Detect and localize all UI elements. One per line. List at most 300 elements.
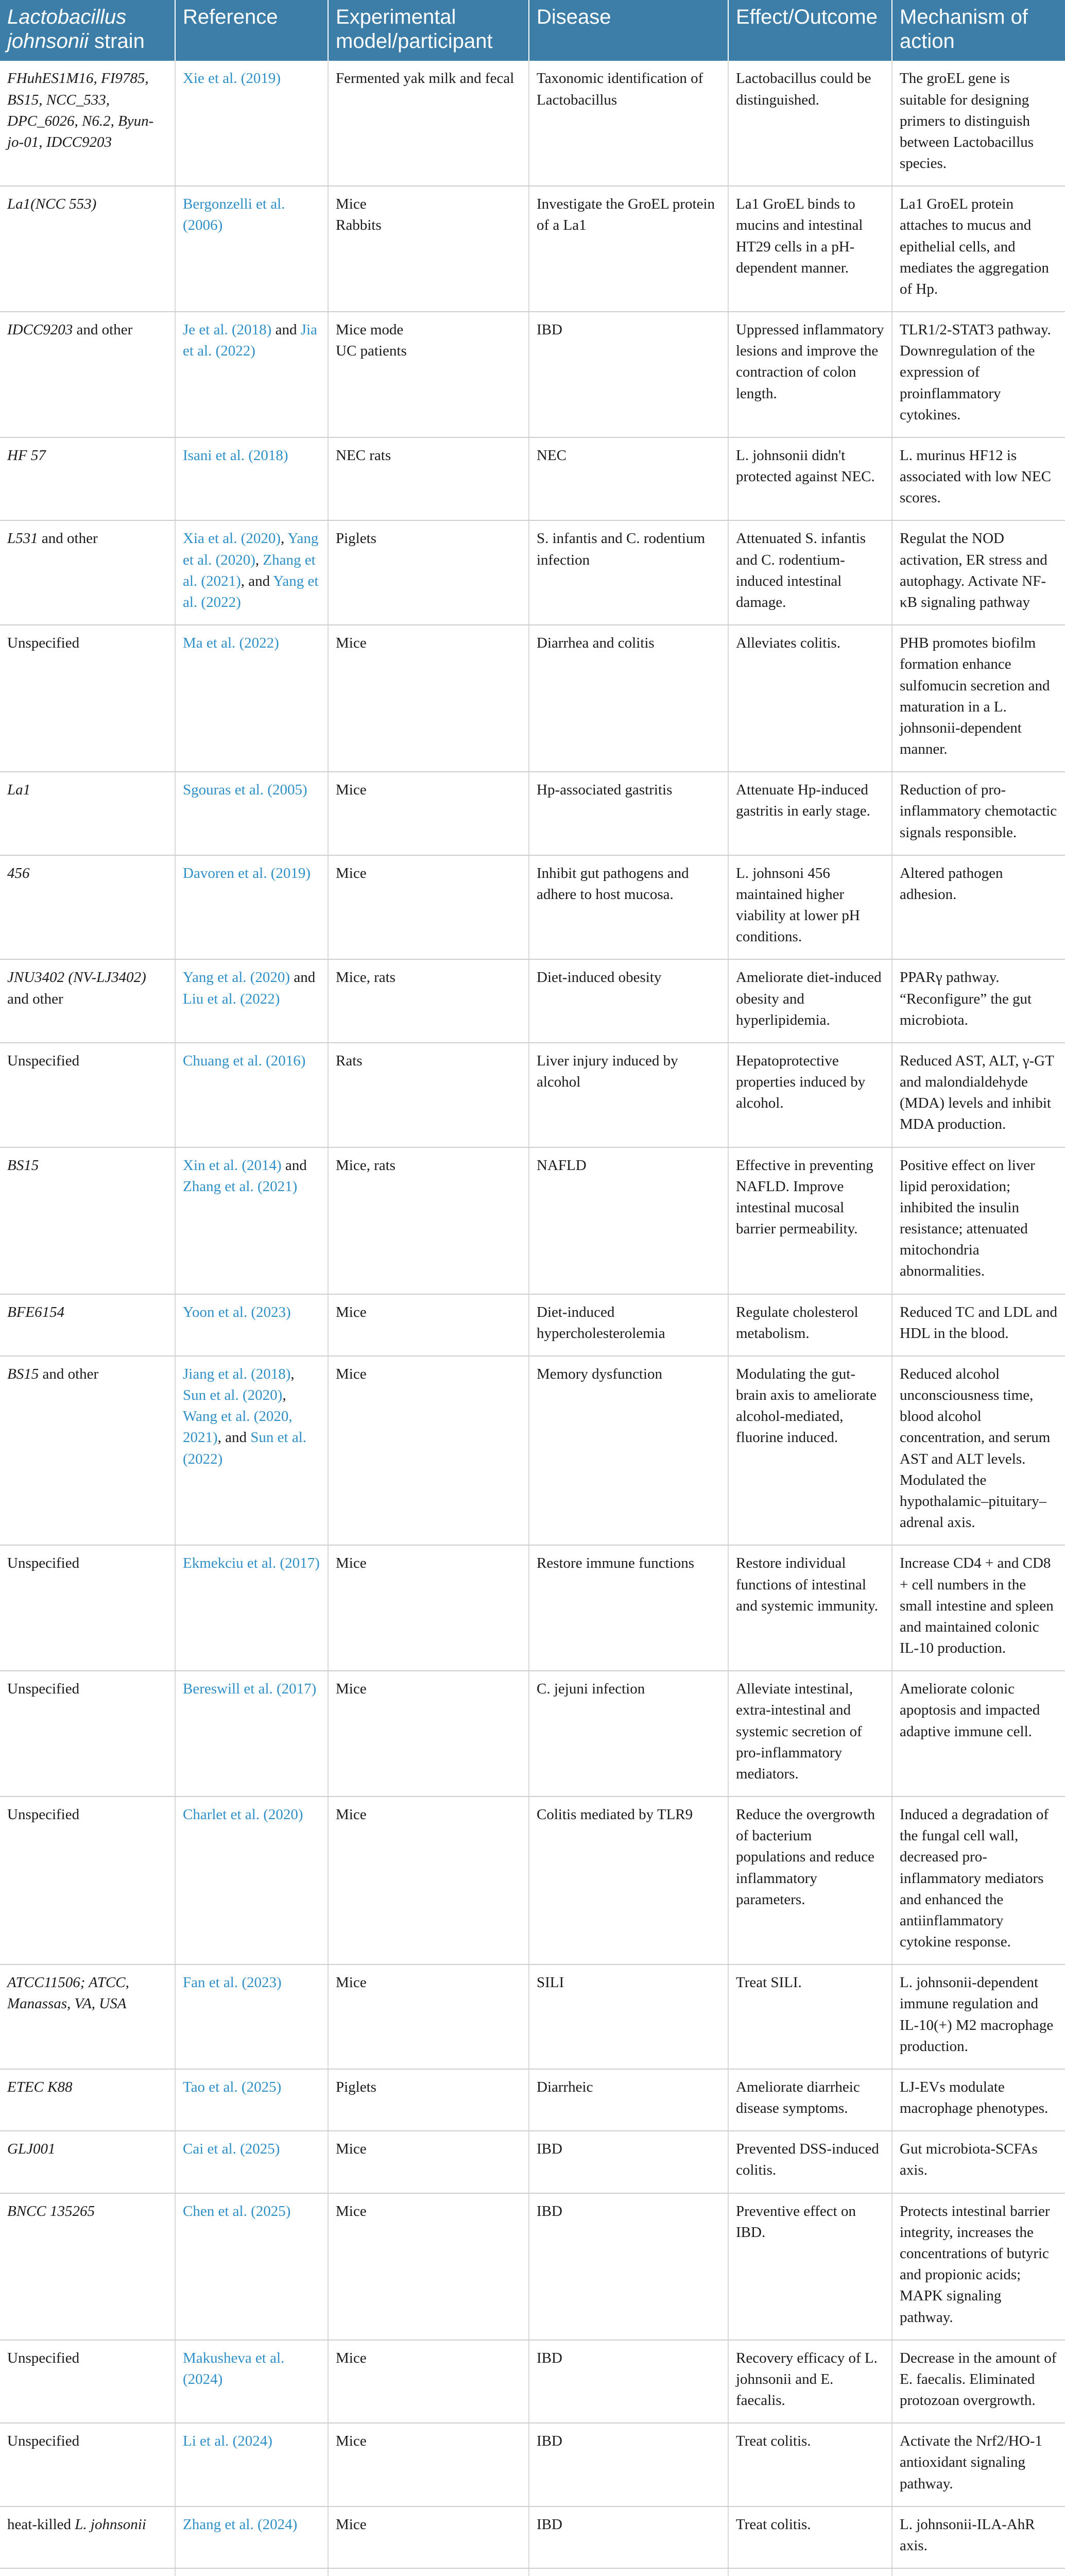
effect-cell-text: Alleviates colitis. [736,635,840,652]
model-cell-text: Mice, rats [336,969,396,986]
strain-cell-segment: La1 [7,782,31,799]
effect-cell [728,1147,892,1294]
reference-cell-segment[interactable]: Sgouras et al. (2005) [183,782,307,799]
header-strain-italic: Lactobacillus johnsonii [7,6,127,53]
model-cell-text: Mice [336,782,367,799]
strain-cell [0,2568,175,2576]
strain-cell [0,1964,175,2069]
strain-cell-segment: Unspecified [7,1555,80,1572]
disease-cell-text: IBD [537,2349,562,2366]
strain-cell-segment: BFE6154 [7,1303,65,1320]
model-cell [328,1545,529,1671]
reference-cell-segment[interactable]: Ekmekciu et al. (2017) [183,1555,320,1572]
mechanism-cell [892,520,1065,625]
reference-cell [175,855,328,960]
disease-cell [529,2506,728,2568]
reference-cell-segment[interactable]: Zhang et al. (2021) [183,551,316,589]
model-cell [328,1671,529,1797]
mechanism-cell-text: Reduced AST, ALT, γ-GT and malondialdehyde (MDA) levels and inhibit MDA production. [900,1052,1054,1133]
mechanism-cell [892,1294,1065,1356]
reference-cell-segment[interactable]: Makusheva et al. (2024) [183,2349,285,2387]
model-cell-text: Mice [336,2516,367,2533]
reference-cell [175,1147,328,1294]
reference-cell-segment[interactable]: Yang et al. (2020) [183,530,319,568]
disease-cell [529,2340,728,2424]
strain-cell [0,520,175,625]
disease-cell [529,437,728,521]
mechanism-cell-text: La1 GroEL protein attaches to mucus and epithelial cells, and mediates the aggregation of Hp. [900,196,1049,297]
reference-cell-segment[interactable]: Jiang et al. (2018) [183,1365,291,1382]
table-body [0,61,1065,2576]
model-cell-text: Piglets [336,2078,376,2095]
reference-cell-segment: , [255,551,263,568]
table-row [0,1545,1065,1671]
model-cell-text: UC patients [336,343,407,360]
disease-cell [529,2423,728,2506]
strain-cell-segment: BS15 [7,1365,39,1382]
disease-cell [529,520,728,625]
strain-cell-segment: ETEC K88 [7,2078,73,2095]
strain-cell-segment: JNU3402 (NV-LJ3402) [7,969,146,986]
model-cell [328,959,529,1043]
effect-cell [728,1797,892,1964]
table-row [0,625,1065,772]
disease-cell [529,61,728,186]
reference-cell-segment[interactable]: Xin et al. (2014) [183,1157,282,1174]
reference-cell [175,61,328,186]
model-cell-text: Mice [336,865,367,882]
disease-cell-text: IBD [537,2141,562,2158]
disease-cell-text: Diarrheic [537,2078,593,2095]
mechanism-cell [892,61,1065,186]
effect-cell-text: Reduce the overgrowth of bacterium populations and reduce inflammatory parameters. [736,1806,875,1908]
model-cell [328,1797,529,1964]
model-cell [328,1964,529,2069]
header-effect: Effect/Outcome [728,0,892,61]
reference-cell-segment[interactable]: Liu et al. (2022) [183,990,280,1007]
reference-cell [175,186,328,312]
reference-cell-segment[interactable]: Bergonzelli et al. (2006) [183,196,285,234]
mechanism-cell-text: Gut microbiota-SCFAs axis. [900,2141,1038,2179]
reference-cell [175,1545,328,1671]
strain-cell [0,959,175,1043]
model-cell-text: Mice [336,1303,367,1320]
model-cell [328,2131,529,2193]
mechanism-cell-text: The groEL gene is suitable for designing primers to distinguish between Lactobacillus species. [900,70,1034,172]
strain-cell [0,2131,175,2193]
disease-cell-text: Diarrhea and colitis [537,635,655,652]
reference-cell-segment[interactable]: Zhang et al. (2021) [183,1178,298,1195]
model-cell-text: Mice [336,2349,367,2366]
mechanism-cell-text: PPARγ pathway. “Reconfigure” the gut microbiota. [900,969,1032,1028]
model-cell [328,1147,529,1294]
table-header [0,0,1065,61]
model-cell [328,1043,529,1147]
reference-cell-segment[interactable]: Zhang et al. (2024) [183,2516,298,2533]
reference-cell-segment: , and [241,572,273,589]
mechanism-cell [892,1797,1065,1964]
model-cell [328,437,529,521]
mechanism-cell [892,437,1065,521]
table-row [0,1147,1065,1294]
model-cell [328,2568,529,2576]
reference-cell-segment[interactable]: Fan et al. (2023) [183,1974,282,1991]
model-cell-text: Piglets [336,530,376,547]
strain-cell [0,2340,175,2424]
strain-cell [0,437,175,521]
strain-cell [0,61,175,186]
effect-cell [728,625,892,772]
disease-cell [529,312,728,437]
disease-cell [529,625,728,772]
mechanism-cell [892,2193,1065,2340]
disease-cell [529,1545,728,1671]
model-cell-text: Mice [336,1806,367,1823]
mechanism-cell-text: L. johnsonii-ILA-AhR axis. [900,2516,1035,2554]
effect-cell [728,2506,892,2568]
model-cell-text: NEC rats [336,447,391,464]
effect-cell [728,437,892,521]
effect-cell-text: Restore individual functions of intestinal and systemic immunity. [736,1555,879,1614]
disease-cell-text: Colitis mediated by TLR9 [537,1806,693,1823]
disease-cell-text: Diet-induced obesity [537,969,662,986]
effect-cell-text: Regulate cholesterol metabolism. [736,1303,858,1342]
reference-cell [175,625,328,772]
model-cell-text: Mice mode [336,321,404,338]
strain-cell-segment: Unspecified [7,1681,80,1698]
mechanism-cell [892,1545,1065,1671]
model-cell-text: Mice [336,1365,367,1382]
strain-cell-segment: BS15 [7,1157,39,1174]
model-cell [328,772,529,855]
table-row [0,1797,1065,1964]
disease-cell [529,1671,728,1797]
header-strain [0,0,175,61]
table-row [0,1964,1065,2069]
reference-cell-segment[interactable]: Cai et al. (2025) [183,2141,280,2158]
mechanism-cell-text: TLR1/2-STAT3 pathway. Downregulation of the expression of proinflammatory cytokines. [900,321,1051,423]
disease-cell [529,2568,728,2576]
effect-cell [728,2340,892,2424]
reference-cell-segment[interactable]: Davoren et al. (2019) [183,865,311,882]
table-row [0,2423,1065,2506]
effect-cell [728,2193,892,2340]
mechanism-cell [892,855,1065,960]
reference-cell-segment[interactable]: Chen et al. (2025) [183,2202,291,2219]
table-row [0,2069,1065,2131]
header-strain-plain: strain [88,30,145,53]
table-row [0,61,1065,186]
mechanism-cell-text: LJ-EVs modulate macrophage phenotypes. [900,2078,1049,2117]
strain-cell-segment: Unspecified [7,2349,80,2366]
mechanism-cell [892,2069,1065,2131]
effect-cell [728,61,892,186]
reference-cell [175,1797,328,1964]
strain-cell [0,2069,175,2131]
mechanism-cell [892,1043,1065,1147]
model-cell-text: Mice [336,196,367,213]
table-row [0,772,1065,855]
header-row [0,0,1065,61]
strain-cell-segment: HF 57 [7,447,46,464]
strain-cell-segment: ATCC11506; ATCC, Manassas, VA, USA [7,1974,129,2012]
strain-cell [0,1356,175,1545]
model-cell [328,1356,529,1545]
disease-cell-text: NEC [537,447,566,464]
reference-cell [175,2340,328,2424]
reference-cell-segment[interactable]: Li et al. (2024) [183,2433,272,2450]
model-cell-text: Mice [336,635,367,652]
header-disease: Disease [529,0,728,61]
effect-cell-text: Attenuate Hp-induced gastritis in early stage. [736,782,870,820]
mechanism-cell [892,2423,1065,2506]
reference-cell-segment[interactable]: Yoon et al. (2023) [183,1303,291,1320]
reference-cell-segment[interactable]: Yang et al. (2022) [183,572,319,611]
table-row [0,186,1065,312]
strain-cell [0,2193,175,2340]
effect-cell [728,312,892,437]
strain-cell [0,1294,175,1356]
table-row [0,1671,1065,1797]
effect-cell [728,772,892,855]
strain-cell [0,625,175,772]
reference-cell-segment[interactable]: Yang et al. (2020) [183,969,290,986]
effect-cell-text: Effective in preventing NAFLD. Improve intestinal mucosal barrier permeability. [736,1157,873,1238]
disease-cell-text: Taxonomic identification of Lactobacillus [537,70,703,108]
effect-cell [728,1545,892,1671]
effect-cell-text: Attenuated S. infantis and C. rodentium-induced intestinal damage. [736,530,866,611]
effect-cell [728,2131,892,2193]
disease-cell-text: Diet-induced hypercholesterolemia [537,1303,665,1342]
reference-cell [175,2506,328,2568]
table-row [0,2568,1065,2576]
strain-cell [0,1043,175,1147]
reference-cell-segment[interactable]: Tao et al. (2025) [183,2078,282,2095]
table-row [0,312,1065,437]
reference-cell [175,2568,328,2576]
mechanism-cell [892,2568,1065,2576]
header-reference: Reference [175,0,328,61]
reference-cell-segment[interactable]: Ma et al. (2022) [183,635,279,652]
model-cell-text: Fermented yak milk and fecal [336,70,514,87]
header-mechanism: Mechanism of action [892,0,1065,61]
effect-cell-text: L. johnsoni 456 maintained higher viability at lower pH conditions. [736,865,860,945]
disease-cell [529,855,728,960]
mechanism-cell-text: Increase CD4 + and CD8 + cell numbers in the small intestine and spleen and maintained colonic IL-10 production. [900,1555,1054,1657]
mechanism-cell-text: Regulat the NOD activation, ER stress and autophagy. Activate NF-κB signaling pathway [900,530,1047,611]
effect-cell [728,520,892,625]
effect-cell-text: La1 GroEL binds to mucins and intestinal HT29 cells in a pH-dependent manner. [736,196,863,276]
reference-cell [175,2423,328,2506]
model-cell-text: Mice [336,2433,367,2450]
model-cell-text: Mice [336,2141,367,2158]
disease-cell [529,1964,728,2069]
model-cell [328,625,529,772]
disease-cell-text: Memory dysfunction [537,1365,663,1382]
strain-cell-segment: and other [38,530,98,547]
strain-cell [0,855,175,960]
disease-cell-text: IBD [537,2433,562,2450]
effect-cell [728,1294,892,1356]
model-cell [328,520,529,625]
reference-cell [175,2193,328,2340]
reference-cell-segment[interactable]: Sun et al. (2020) [183,1387,283,1404]
effect-cell-text: Uppressed inflammatory lesions and improve the contraction of colon length. [736,321,884,402]
model-cell [328,855,529,960]
model-cell [328,186,529,312]
disease-cell-text: S. infantis and C. rodentium infection [537,530,706,568]
effect-cell [728,1964,892,2069]
effect-cell [728,1356,892,1545]
table-row [0,1294,1065,1356]
reference-cell-segment[interactable]: Chuang et al. (2016) [183,1052,306,1069]
strain-cell-segment: Unspecified [7,1806,80,1823]
reference-cell-segment[interactable]: Jia et al. (2022) [183,321,317,360]
reference-cell-segment[interactable]: Isani et al. (2018) [183,447,288,464]
effect-cell [728,2423,892,2506]
reference-cell-segment[interactable]: Bereswill et al. (2017) [183,1681,317,1698]
effect-cell [728,959,892,1043]
reference-cell [175,959,328,1043]
mechanism-cell [892,1147,1065,1294]
disease-cell-text: Investigate the GroEL protein of a La1 [537,196,715,234]
model-cell [328,2340,529,2424]
reference-cell-segment: and [281,1157,307,1174]
model-cell-text: Rats [336,1052,363,1069]
mechanism-cell-text: Reduced alcohol unconsciousness time, blood alcohol concentration, and serum AST and ALT levels. Modulated the hypothalamic–pituitary–adrenal axis. [900,1365,1051,1531]
disease-cell [529,186,728,312]
disease-cell [529,1147,728,1294]
mechanism-cell [892,186,1065,312]
reference-cell-segment: , [281,530,288,547]
disease-cell-text: IBD [537,321,562,338]
effect-cell [728,2568,892,2576]
mechanism-cell-text: Induced a degradation of the fungal cell wall, decreased pro-inflammatory mediators and enhanced the antiinflammatory cytokine response. [900,1806,1049,1951]
strain-cell-segment: FHuhES1M16, FI9785, BS15, NCC_533, DPC_6026, N6.2, Byun-jo-01, IDCC9203 [7,70,154,150]
reference-cell-segment: , [282,1387,286,1404]
model-cell-text: Mice [336,2202,367,2219]
strain-cell-segment: L. johnsonii [75,2516,146,2533]
effect-cell-text: Treat colitis. [736,2433,811,2450]
reference-cell [175,520,328,625]
strain-cell-segment: and other [73,321,133,338]
reference-cell-segment[interactable]: Xia et al. (2020) [183,530,281,547]
mechanism-cell [892,625,1065,772]
disease-cell [529,2069,728,2131]
reference-cell-segment[interactable]: Je et al. (2018) [183,321,272,338]
effect-cell-text: Recovery efficacy of L. johnsonii and E. faecalis. [736,2349,878,2409]
mechanism-cell-text: Protects intestinal barrier integrity, increases the concentrations of butyric and propionic acids; MAPK signaling pathway. [900,2202,1050,2326]
strain-cell-segment: Unspecified [7,2433,80,2450]
disease-cell [529,2131,728,2193]
mechanism-cell-text: Ameliorate colonic apoptosis and impacted adaptive immune cell. [900,1681,1040,1740]
mechanism-cell [892,1964,1065,2069]
effect-cell-text: Ameliorate diet-induced obesity and hyperlipidemia. [736,969,882,1028]
strain-cell-segment: heat-killed [7,2516,75,2533]
header-model: Experimental model/participant [328,0,529,61]
model-cell [328,2423,529,2506]
table-row [0,2131,1065,2193]
strain-cell-segment: and other [39,1365,99,1382]
reference-cell [175,1294,328,1356]
disease-cell [529,1797,728,1964]
mechanism-cell [892,2131,1065,2193]
mechanism-cell-text: Activate the Nrf2/HO-1 antioxidant signaling pathway. [900,2433,1043,2492]
mechanism-cell-text: Altered pathogen adhesion. [900,865,1003,903]
strain-cell-segment: IDCC9203 [7,321,73,338]
effect-cell [728,855,892,960]
disease-cell-text: SILI [537,1974,564,1991]
mechanism-cell [892,2340,1065,2424]
reference-cell-segment[interactable]: Xie et al. (2019) [183,70,281,87]
table-row [0,520,1065,625]
strain-cell-segment: La1(NCC 553) [7,196,97,213]
table-row [0,959,1065,1043]
table-row [0,2193,1065,2340]
mechanism-cell [892,1356,1065,1545]
reference-cell [175,312,328,437]
effect-cell-text: Lactobacillus could be distinguished. [736,70,871,108]
mechanism-cell [892,959,1065,1043]
mechanism-cell-text: PHB promotes biofilm formation enhance sulfomucin secretion and maturation in a L. johnsonii-dependent manner. [900,635,1050,758]
strain-cell [0,2423,175,2506]
reference-cell [175,1356,328,1545]
effect-cell-text: Modulating the gut-brain axis to ameliorate alcohol-mediated, fluorine induced. [736,1365,877,1446]
strain-cell [0,1545,175,1671]
disease-cell-text: Inhibit gut pathogens and adhere to host mucosa. [537,865,689,903]
mechanism-cell [892,772,1065,855]
strain-cell [0,186,175,312]
model-cell [328,2193,529,2340]
mechanism-cell [892,1671,1065,1797]
disease-cell [529,2193,728,2340]
disease-cell-text: Hp-associated gastritis [537,782,673,799]
disease-cell-text: Liver injury induced by alcohol [537,1052,678,1091]
reference-cell [175,1671,328,1797]
strain-cell [0,772,175,855]
model-cell [328,2069,529,2131]
disease-cell-text: Restore immune functions [537,1555,695,1572]
reference-cell [175,772,328,855]
strain-cell-segment: GLJ001 [7,2141,56,2158]
model-cell-text: Mice [336,1555,367,1572]
strain-cell [0,1671,175,1797]
effect-cell [728,1043,892,1147]
strain-cell [0,1147,175,1294]
effect-cell [728,2069,892,2131]
strain-cell-segment: 456 [7,865,30,882]
table-row [0,437,1065,521]
mechanism-cell-text: Reduction of pro-inflammatory chemotactic signals responsible. [900,782,1057,841]
reference-cell [175,437,328,521]
reference-cell-segment[interactable]: Sun et al. (2022) [183,1429,307,1467]
mechanism-cell-text: Positive effect on liver lipid peroxidation; inhibited the insulin resistance; attenuated mitochondria abnormalities. [900,1157,1035,1280]
model-cell-text: Mice, rats [336,1157,396,1174]
reference-cell-segment: and [290,969,316,986]
mechanism-cell-text: L. murinus HF12 is associated with low NEC scores. [900,447,1051,506]
disease-cell-text: C. jejuni infection [537,1681,645,1698]
effect-cell-text: Hepatoprotective properties induced by alcohol. [736,1052,866,1112]
reference-cell [175,2069,328,2131]
table-row [0,2340,1065,2424]
effect-cell-text: Prevented DSS-induced colitis. [736,2141,879,2179]
disease-cell-text: NAFLD [537,1157,587,1174]
strain-cell [0,312,175,437]
reference-cell [175,1043,328,1147]
reference-cell-segment[interactable]: Wang et al. (2020, 2021) [183,1408,293,1446]
effect-cell-text: L. johnsonii didn't protected against NEC. [736,447,875,485]
reference-cell-segment[interactable]: Charlet et al. (2020) [183,1806,303,1823]
